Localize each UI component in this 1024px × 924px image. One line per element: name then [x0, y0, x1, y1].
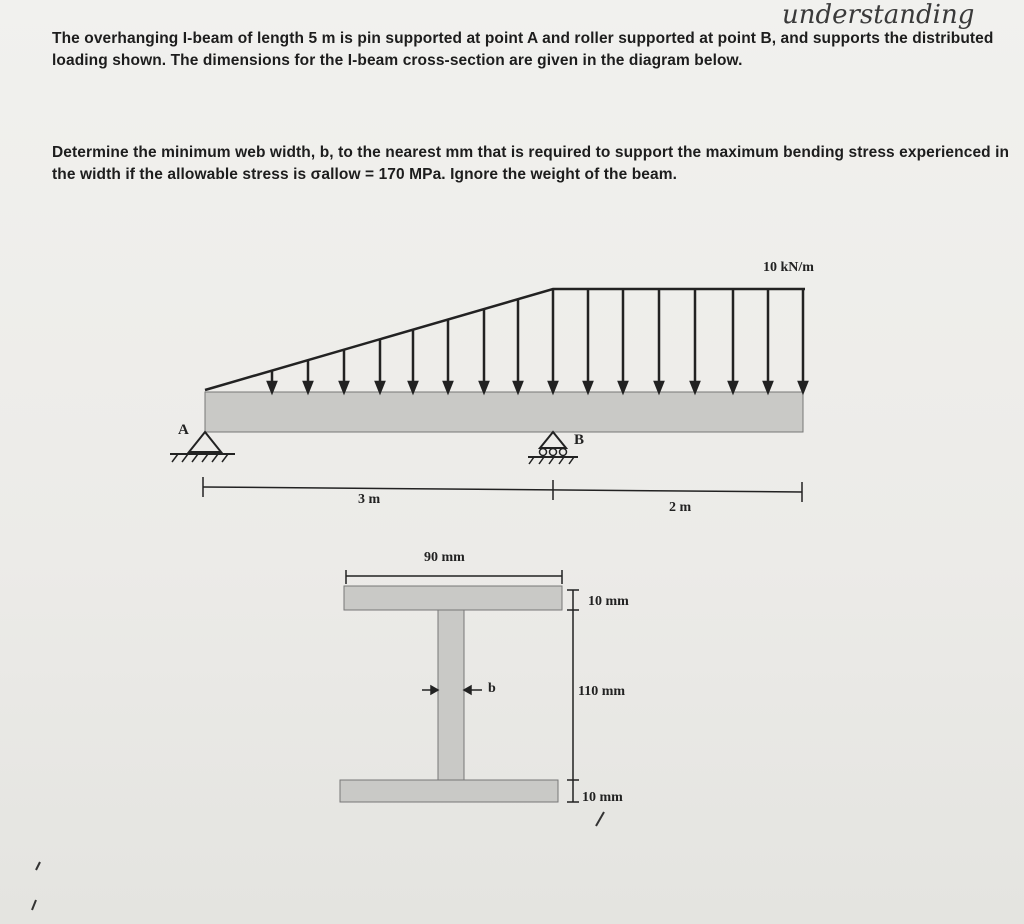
pen-marks — [32, 812, 604, 910]
load-arrow-head — [480, 382, 488, 392]
load-arrow-head — [691, 382, 699, 392]
span-dimension — [203, 477, 802, 502]
roller-support-b — [528, 432, 578, 464]
load-arrow-head — [376, 382, 384, 392]
bottom-flange — [340, 780, 558, 802]
top-flange-thickness-label: 10 mm — [588, 594, 629, 609]
load-arrow-head — [340, 382, 348, 392]
web — [438, 610, 464, 780]
load-arrow-head — [444, 382, 452, 392]
load-arrow-head — [409, 382, 417, 392]
problem-question: Determine the minimum web width, b, to the nearest mm that is required to support the maximum bending stress experienced in the width if the allowable stress is σallow = 170 MPa. Ignore the weight of the beam. — [52, 144, 1010, 183]
i-beam-cross-section — [340, 586, 562, 802]
load-arrow-head — [304, 382, 312, 392]
load-outline — [205, 289, 805, 390]
span-overhang-label: 2 m — [669, 500, 692, 515]
load-arrow-head — [584, 382, 592, 392]
web-width-label: b — [488, 681, 496, 696]
load-arrow-head — [619, 382, 627, 392]
top-flange — [344, 586, 562, 610]
load-arrow-head — [655, 382, 663, 392]
load-label: 10 kN/m — [763, 260, 814, 275]
support-a-label: A — [178, 422, 189, 438]
flange-width-label: 90 mm — [424, 550, 465, 565]
support-b-label: B — [574, 432, 585, 448]
load-arrow-head — [729, 382, 737, 392]
flange-width-dimension — [346, 570, 562, 584]
load-arrow-head — [514, 382, 522, 392]
handwritten-note: understanding — [782, 0, 975, 30]
span-ab-label: 3 m — [358, 492, 381, 507]
bottom-flange-thickness-label: 10 mm — [582, 790, 623, 805]
web-height-label: 110 mm — [578, 684, 626, 699]
load-arrows — [268, 289, 807, 392]
problem-statement: The overhanging I-beam of length 5 m is pin supported at point A and roller supported at point B, and supports the distributed loading shown. The dimensions for the I-beam cross-section are given in the diagram below. — [52, 30, 994, 69]
beam — [205, 392, 803, 432]
load-arrow-head — [549, 382, 557, 392]
load-arrow-head — [799, 382, 807, 392]
load-arrow-head — [268, 382, 276, 392]
load-arrow-head — [764, 382, 772, 392]
